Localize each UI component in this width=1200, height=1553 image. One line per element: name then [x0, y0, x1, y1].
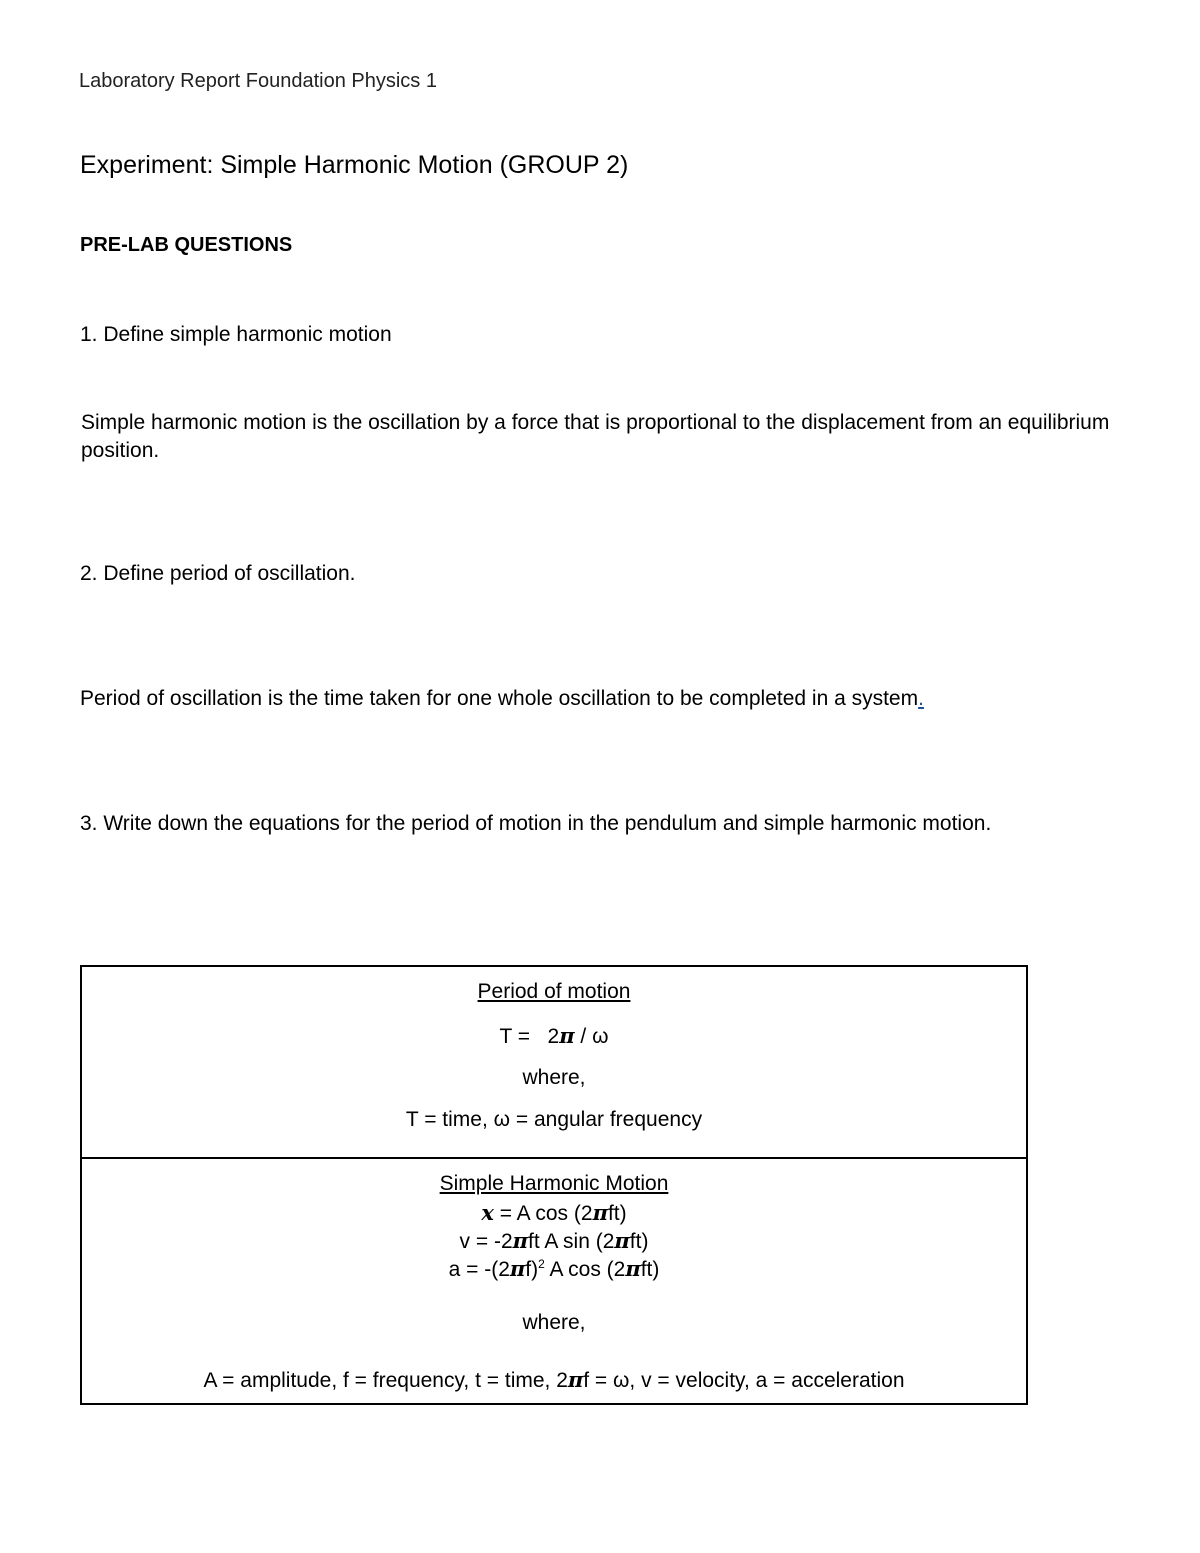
x-eq-part: = A cos (2 [493, 1202, 593, 1225]
shm-legend-part1: A = amplitude, f = frequency, t = time, 2 [203, 1369, 568, 1392]
answer-2-end: . [918, 687, 924, 710]
period-equation [82, 1023, 1026, 1049]
document-header: Laboratory Report Foundation Physics 1 [79, 70, 437, 92]
pi-symbol: π [614, 1228, 630, 1253]
acceleration-equation [82, 1256, 1026, 1282]
a-eq-part1: a = -(2 [448, 1258, 510, 1281]
a-eq-part3: A cos (2 [544, 1258, 626, 1281]
period-legend: T = time, ω = angular frequency [405, 1108, 703, 1131]
v-eq-part3: ft) [629, 1230, 649, 1253]
pi-symbol: π [625, 1256, 641, 1281]
shm-where: where, [522, 1311, 586, 1334]
velocity-equation [82, 1228, 1026, 1254]
period-eq-left: T = 2 [499, 1025, 560, 1048]
period-where: where, [522, 1066, 586, 1089]
document-title: Experiment: Simple Harmonic Motion (GROUP 2) [80, 151, 629, 179]
pi-symbol: π [509, 1256, 526, 1281]
equations-table [80, 965, 1028, 1405]
pi-symbol: π [567, 1367, 584, 1392]
displacement-equation [82, 1200, 1026, 1226]
period-of-motion-cell [82, 967, 1026, 1159]
shm-legend-part2: f = ω, v = velocity, a = acceleration [583, 1369, 905, 1392]
v-eq-part2: ft A sin (2 [528, 1230, 615, 1253]
question-1: 1. Define simple harmonic motion [80, 323, 392, 346]
a-eq-part4: ft) [640, 1258, 660, 1281]
x-eq-end: ft) [607, 1202, 627, 1225]
period-eq-right: / ω [574, 1025, 609, 1048]
v-eq-part1: v = -2 [459, 1230, 513, 1253]
section-heading: PRE-LAB QUESTIONS [80, 234, 293, 256]
simple-harmonic-motion-cell [82, 1159, 1026, 1403]
x-variable: x [481, 1200, 494, 1225]
pi-symbol: π [592, 1200, 608, 1225]
pi-symbol: π [512, 1228, 529, 1253]
period-heading: Period of motion [477, 980, 631, 1003]
question-3: 3. Write down the equations for the period of motion in the pendulum and simple harmonic motion. [80, 812, 992, 835]
shm-legend [82, 1367, 1026, 1393]
pi-symbol: π [559, 1023, 575, 1048]
answer-2-text: Period of oscillation is the time taken for one whole oscillation to be completed in a system [80, 687, 919, 710]
answer-1: Simple harmonic motion is the oscillation by a force that is proportional to the displacement from an equilibrium position. [81, 411, 1110, 462]
question-2: 2. Define period of oscillation. [80, 562, 356, 585]
answer-2 [80, 685, 1120, 713]
a-eq-part2: f) [525, 1258, 539, 1281]
shm-heading: Simple Harmonic Motion [439, 1172, 669, 1195]
squared-exponent: 2 [538, 1257, 545, 1271]
